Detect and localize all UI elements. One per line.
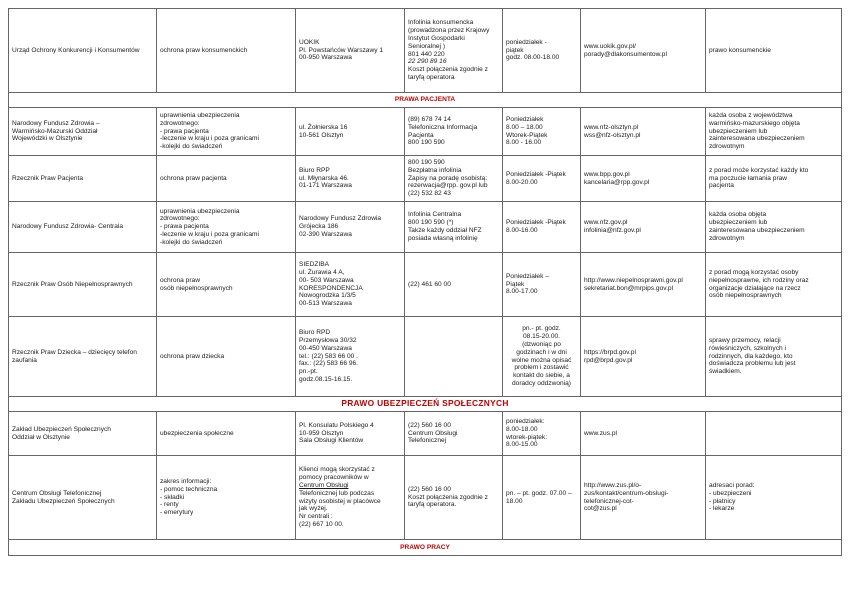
phone-cell: Infolinia Centralna 800 190 590 (*) Także każdy oddział NFZ posiada własną infolinię [405,202,503,253]
audience-cell: z porad może korzystać każdy kto ma poczucie łamania praw pacjenta [706,156,842,202]
audience-cell: prawo konsumenckie [706,9,842,93]
address-cell: Biuro RPD Przemysłowa 30/32 00-450 Warszawa tel.: (22) 583 66 00 . fax.: (22) 583 66 96. pn.-pt. godz.08.15-16.15. [296,317,405,397]
institution-name: Zakład Ubezpieczeń Społecznych Oddział w Olsztynie [9,412,157,456]
address-cell: UOKIK Pl. Powstańców Warszawy 1 00-950 Warszawa [296,9,405,93]
table-row [9,317,842,397]
scope-cell: zakres informacji: - pomoc techniczna - składki - renty - emerytury [157,456,296,540]
scope-cell: ochrona praw osób niepełnosprawnych [157,253,296,317]
address-cell: Narodowy Fundusz Zdrowia Grójecka 186 02-390 Warszawa [296,202,405,253]
contact-cell[interactable]: http://www.zus.pl/o- zus/kontakt/centrum-obslugi- telefonicznej-cot- cot@zus.pl [581,456,706,540]
hours-cell: Poniedziałek -Piątek 8.00-20.00 [503,156,581,202]
hours-cell: pn. – pt. godz. 07.00 – 18.00 [503,456,581,540]
hours-cell: Poniedziałek – Piątek 8.00-17.00 [503,253,581,317]
institution-name: Rzecznik Praw Osób Niepełnosprawnych [9,253,157,317]
address-cell: ul. Żołnierska 16 10-561 Olsztyn [296,108,405,156]
hours-cell: Poniedziałek -Piątek 8.00-16.00 [503,202,581,253]
section-row [9,540,842,556]
institution-name: Centrum Obsługi Telefonicznej Zakładu Ubezpieczeń Społecznych [9,456,157,540]
scope-cell: ochrona praw konsumenckich [157,9,296,93]
scope-cell: ochrona praw dziecka [157,317,296,397]
institution-name: Rzecznik Praw Pacjenta [9,156,157,202]
scope-cell: ubezpieczenia społeczne [157,412,296,456]
phone-cell: 800 190 590 Bezpłatna infolinia Zapisy na poradę osobistą: rezerwacja@rpp. gov.pl lub (22) 532 82 43 [405,156,503,202]
hours-cell: Poniedziałek 8.00 – 18.00 Wtorek-Piątek 8.00 - 16.00 [503,108,581,156]
audience-cell: adresaci porad: - ubezpieczeni - płatnicy - lekarze [706,456,842,540]
phone-cell: (22) 560 16 00 Koszt połączenia zgodnie z taryfą operatora. [405,456,503,540]
phone-cell: (22) 560 16 00 Centrum Obsługi Telefonicznej [405,412,503,456]
section-heading: PRAWO UBEZPIECZEŃ SPOŁECZNYCH [9,397,842,412]
scope-cell: uprawnienia ubezpieczenia zdrowotnego: - prawa pacjenta -leczenie w kraju i poza granicami -kolejki do świadczeń [157,202,296,253]
contact-cell[interactable]: www.uokik.gov.pl/ porady@dlakonsumentow.pl [581,9,706,93]
section-row [9,93,842,108]
section-row [9,397,842,412]
section-heading: PRAWO PRACY [9,540,842,556]
section-heading: PRAWA PACJENTA [9,93,842,108]
audience-cell: sprawy przemocy, relacji rówieśniczych, szkolnych i rodzinnych, dla każdego, kto doświadcza problemu lub jest świadkiem. [706,317,842,397]
scope-cell: uprawnienia ubezpieczenia zdrowotnego: - prawa pacjenta -leczenie w kraju i poza granicami -kolejki do świadczeń [157,108,296,156]
contact-cell[interactable]: www.nfz-olsztyn.pl wss@nfz-olsztyn.pl [581,108,706,156]
table-row [9,253,842,317]
phone-cell: (89) 678 74 14 Telefoniczna Informacja Pacjenta 800 190 590 [405,108,503,156]
table-row [9,412,842,456]
audience-cell [706,412,842,456]
table-row [9,156,842,202]
phone-cell [405,317,503,397]
table-row [9,202,842,253]
hours-cell: poniedziałek: 8.00-18.00 wtorek-piątek: 8.00-15.00 [503,412,581,456]
table-row [9,108,842,156]
institution-name: Urząd Ochrony Konkurencji i Konsumentów [9,9,157,93]
contact-cell[interactable]: www.bpp.gov.pl kancelaria@rpp.gov.pl [581,156,706,202]
institutions-table [8,8,842,556]
table-row [9,9,842,93]
scope-cell: ochrona praw pacjenta [157,156,296,202]
contact-cell[interactable]: https://brpd.gov.pl rpd@brpd.gov.pl [581,317,706,397]
hours-cell: pn.- pt. godz. 08.15-20.00. (dzwoniąc po godzinach i w dni wolne można opisać problem i zostawić kontakt do siebie, a doradcy oddzwonią) [503,317,581,397]
address-cell: Klienci mogą skorzystać z pomocy pracowników w Centrum Obsługi Telefonicznej lub podczas wizyty osobistej w placówce jak wyżej. Nr centrali : (22) 667 10 00. [296,456,405,540]
contact-cell[interactable]: www.nfz.gov.pl infolinia@nfz.gov.pl [581,202,706,253]
contact-cell[interactable]: www.zus.pl [581,412,706,456]
audience-cell: z porad mogą korzystać osoby niepełnosprawne, ich rodziny oraz organizacje działające na rzecz osób niepełnosprawnych [706,253,842,317]
contact-cell[interactable]: http://www.niepelnosprawni.gov.pl sekretariat.bon@mrpips.gov.pl [581,253,706,317]
institution-name: Narodowy Fundusz Zdrowia- Centrala [9,202,157,253]
address-cell: SIEDZIBA ul. Żurawia 4 A, 00- 503 Warszawa KORESPONDENCJA Nowogrodzka 1/3/5 00-513 Warszawa [296,253,405,317]
address-cell: Biuro RPP ul. Młynarska 46. 01-171 Warszawa [296,156,405,202]
institution-name: Narodowy Fundusz Zdrowia – Warmińsko-Mazurski Oddział Wojewódzki w Olsztynie [9,108,157,156]
audience-cell: każda osoba z województwa warmińsko-mazurskiego objęta ubezpieczeniem lub zainteresowana ubezpieczeniem zdrowotnym [706,108,842,156]
table-row [9,456,842,540]
institution-name: Rzecznik Praw Dziecka – dziecięcy telefon zaufania [9,317,157,397]
phone-cell: (22) 461 60 00 [405,253,503,317]
address-cell: Pl. Konsulatu Polskiego 4 10-959 Olsztyn Sala Obsługi Klientów [296,412,405,456]
hours-cell: poniedziałek - piątek godz. 08.00-18.00 [503,9,581,93]
phone-cell: Infolinia konsumencka (prowadzona przez Krajowy Instytut Gospodarki Senioralnej ) 801 440 220 22 290 89 16 Koszt połączenia zgodnie z taryfą operatora [405,9,503,93]
audience-cell: każda osoba objęta ubezpieczeniem lub zainteresowana ubezpieczeniem zdrowotnym [706,202,842,253]
